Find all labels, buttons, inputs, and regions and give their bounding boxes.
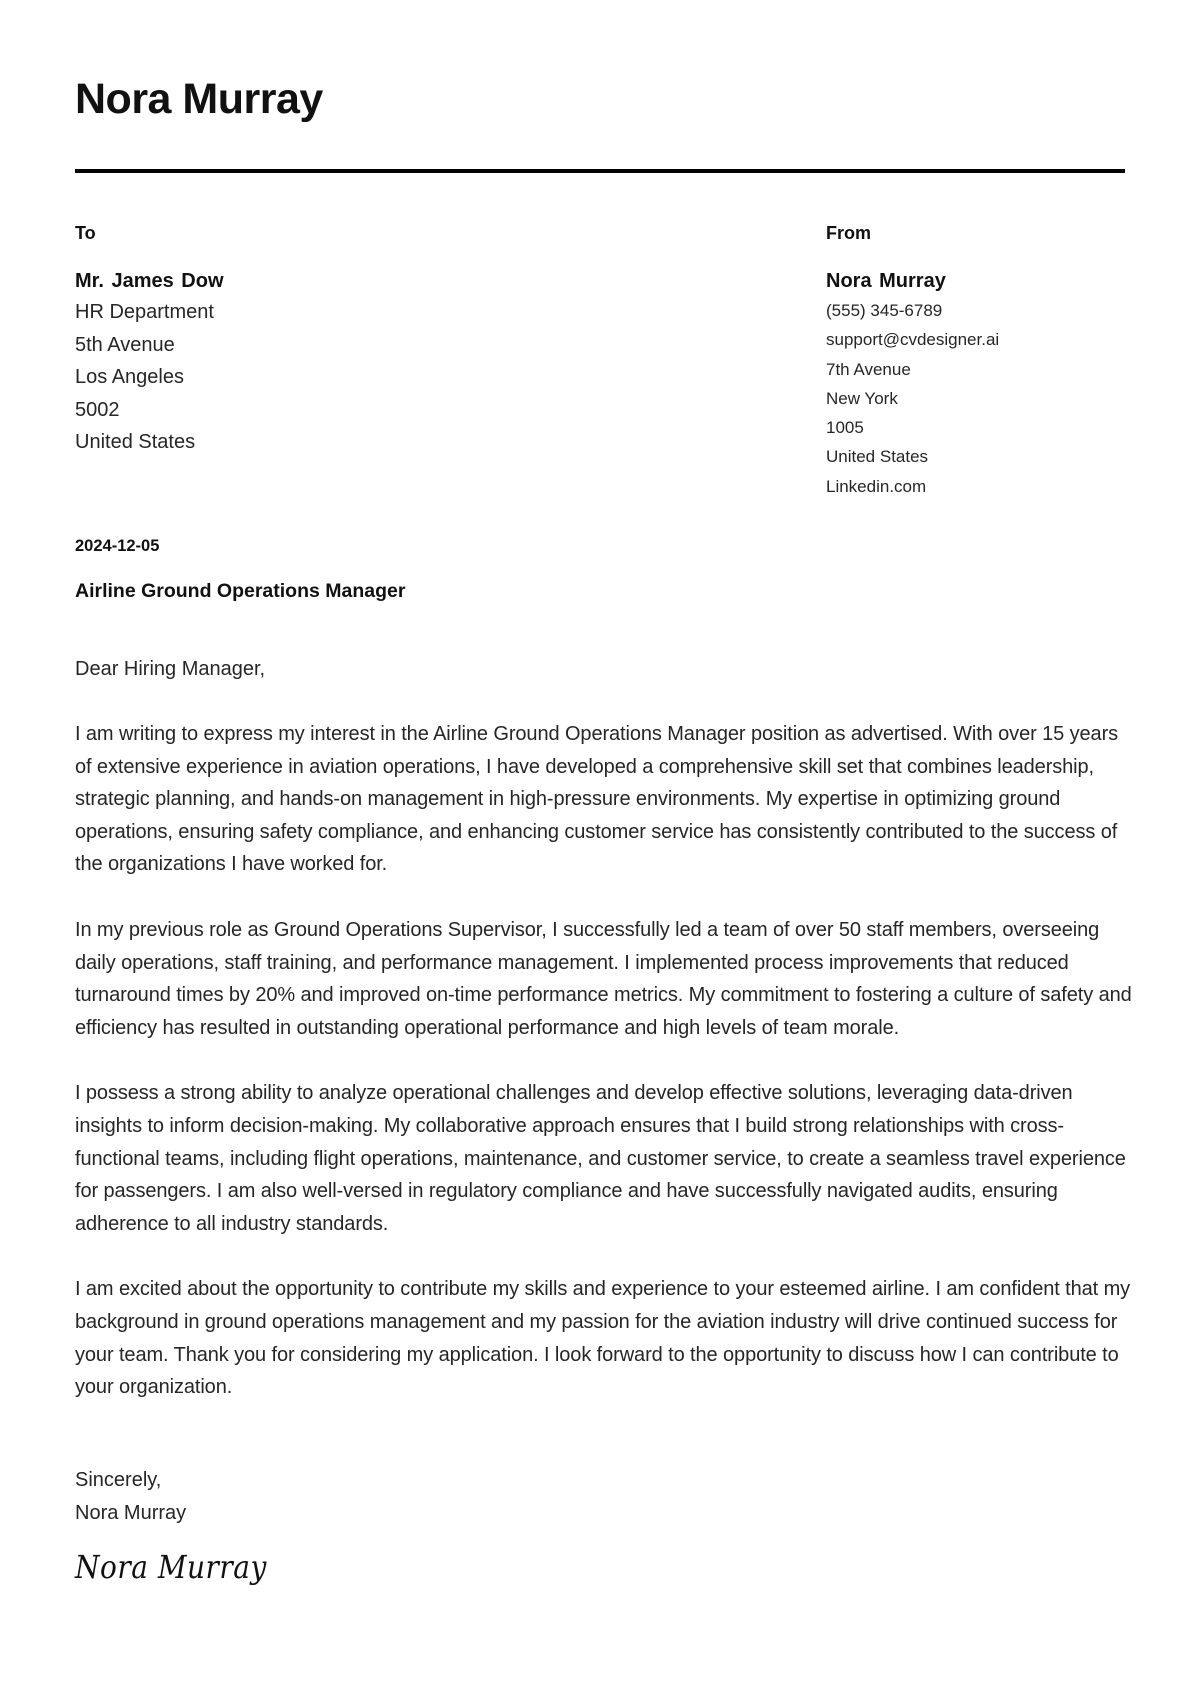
sender-email: support@cvdesigner.ai — [826, 330, 1000, 350]
sender-city: New York — [826, 388, 898, 408]
body-paragraph: I possess a strong ability to analyze operational challenges and develop effective solutions, leveraging data-driven insights to inform decision-making. My collaborative approach ensures that I build strong relationships with cross-functional teams, including flight operations, maintenance, and customer service, to create a seamless travel experience for passengers. I am also well-versed in regulatory compliance and have successfully navigated audits, ensuring adherence to all industry standards. — [75, 1082, 1126, 1235]
recipient-department: HR Department — [75, 301, 214, 323]
recipient-country: United States — [75, 431, 196, 453]
closing-name: Nora Murray — [75, 1501, 187, 1524]
closing-phrase: Sincerely, — [75, 1469, 162, 1491]
sender-label: From — [826, 223, 871, 243]
body-paragraph: I am excited about the opportunity to contribute my skills and experience to your esteemed airline. I am confident that my background in ground operations management and my passion for the aviation industry will drive continued success for your team. Thank you for considering my application. I look forward to the opportunity to discuss how I can contribute to your organization. — [75, 1278, 1131, 1399]
sender-block — [826, 222, 999, 501]
handwritten-signature: Nora Murray — [75, 1548, 267, 1586]
letter-body — [75, 718, 1135, 1437]
sender-linkedin: Linkedin.com — [826, 476, 927, 496]
body-paragraph: In my previous role as Ground Operations Supervisor, I successfully led a team of over 50 staff members, overseeing daily operations, staff training, and performance management. I implemented process improvements that reduced turnaround times by 20% and improved on-time performance metrics. My commitment to fostering a culture of safety and efficiency has resulted in outstanding operational performance and high levels of team morale. — [75, 918, 1132, 1039]
sender-phone: (555) 345-6789 — [826, 301, 943, 320]
letter-date: 2024-12-05 — [75, 537, 160, 555]
sender-street: 7th Avenue — [826, 359, 911, 379]
letter-subject: Airline Ground Operations Manager — [75, 580, 406, 602]
header-divider — [75, 169, 1125, 173]
recipient-label: To — [75, 223, 96, 243]
letter-greeting: Dear Hiring Manager, — [75, 658, 266, 680]
applicant-name-heading: Nora Murray — [75, 75, 323, 123]
recipient-postal-code: 5002 — [75, 398, 120, 421]
letter-closing — [75, 1464, 186, 1529]
sender-name: Nora Murray — [826, 270, 946, 292]
recipient-city: Los Angeles — [75, 366, 184, 388]
recipient-name: Mr. James Dow — [75, 270, 224, 292]
sender-postal-code: 1005 — [826, 418, 864, 438]
sender-country: United States — [826, 447, 929, 467]
recipient-block — [75, 222, 224, 459]
body-paragraph: I am writing to express my interest in the Airline Ground Operations Manager position as advertised. With over 15 years of extensive experience in aviation operations, I have developed a comprehensive skill set that combines leadership, strategic planning, and hands-on management in high-pressure environments. My expertise in optimizing ground operations, ensuring safety compliance, and enhancing customer service has consistently contributed to the success of the organizations I have worked for. — [75, 723, 1119, 876]
recipient-street: 5th Avenue — [75, 333, 175, 356]
